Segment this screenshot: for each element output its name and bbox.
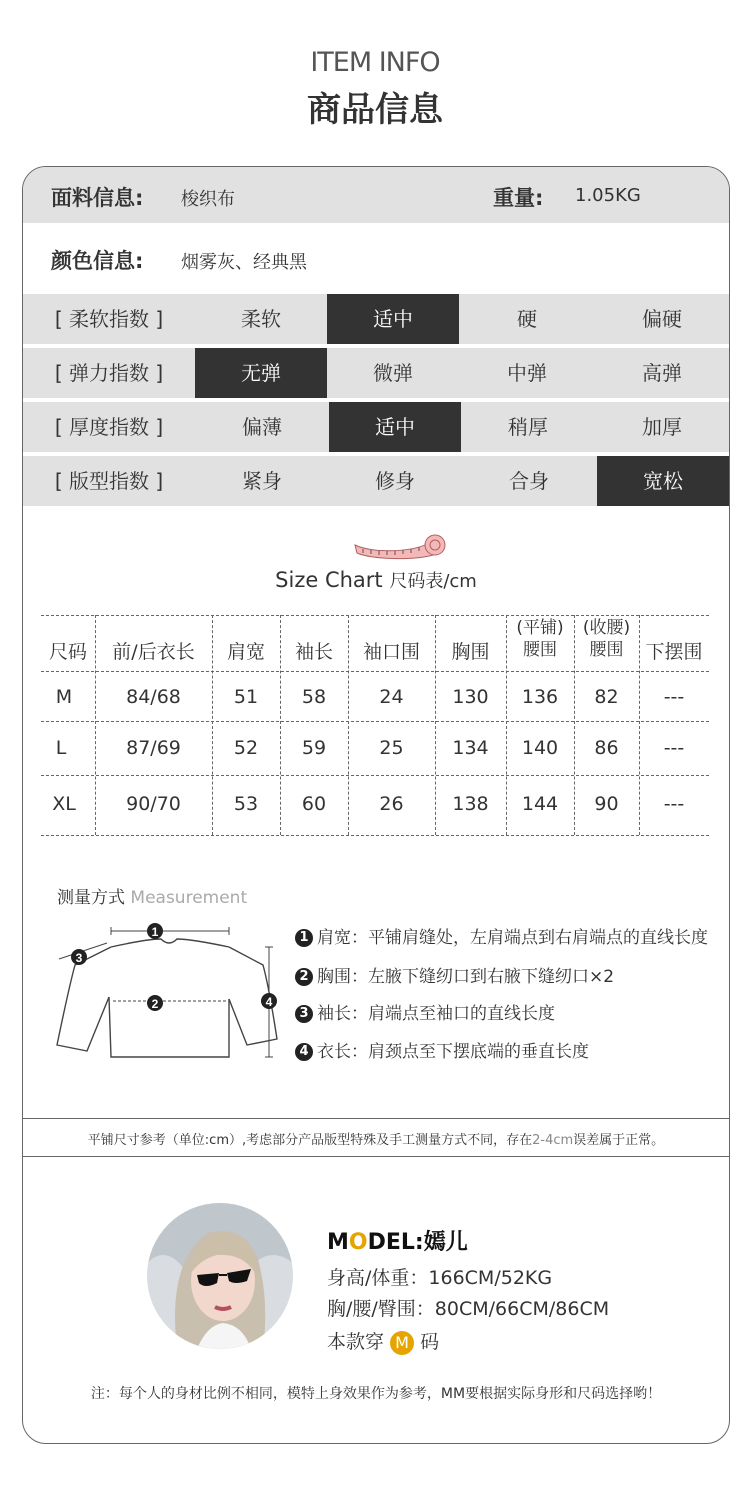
table-cell: 144: [521, 793, 559, 815]
index-option-selected: 适中: [327, 294, 459, 344]
table-cell: ---: [663, 737, 685, 759]
table-cell: L: [55, 737, 67, 759]
header-title-en: ITEM INFO: [310, 47, 440, 78]
item-info-card: [22, 166, 730, 1444]
table-header: 袖口围: [362, 641, 420, 663]
table-cell: 90/70: [126, 793, 181, 815]
table-header: (收腰) 腰围: [582, 618, 631, 660]
index-name: [ 柔软指数 ]: [54, 307, 164, 331]
index-option-selected: 适中: [329, 402, 461, 452]
number-2-icon: 2: [295, 968, 313, 986]
index-option: 稍厚: [508, 415, 548, 439]
table-header: 肩宽: [226, 641, 265, 663]
index-name: [ 版型指数 ]: [54, 469, 164, 493]
table-cell: ---: [663, 793, 685, 815]
table-cell: XL: [52, 793, 76, 815]
index-option: 偏硬: [642, 307, 682, 331]
garment-diagram: [47, 917, 287, 1067]
table-header: 胸围: [451, 641, 490, 663]
index-option: 加厚: [642, 415, 682, 439]
fabric-row: [23, 167, 729, 223]
measurement-notice: 平铺尺寸参考（单位:cm）,考虑部分产品版型特殊及手工测量方式不同，存在2-4cm误差属于正常。: [87, 1133, 665, 1148]
table-cell: 52: [233, 737, 259, 759]
table-cell: 138: [452, 793, 489, 815]
footer-note: 注：每个人的身材比例不相同，模特上身效果作为参考，MM要根据实际身形和尺码选择哟！: [90, 1386, 662, 1402]
measurement-item-length: 4 衣长：肩颈点至下摆底端的垂直长度: [295, 1037, 589, 1062]
size-chart-title-en: Size Chart: [275, 568, 383, 592]
diagram-number-4: [261, 993, 277, 1009]
table-cell: 86: [594, 737, 619, 759]
table-header: 前/后衣长: [112, 641, 195, 663]
index-option: 硬: [517, 307, 537, 331]
table-cell: ---: [663, 686, 685, 708]
number-4-icon: 4: [295, 1043, 313, 1061]
index-option-selected: 无弹: [195, 348, 327, 398]
svg-text:1: 1: [151, 925, 159, 939]
index-option: 微弹: [373, 361, 413, 385]
color-label: 颜色信息:: [51, 249, 144, 273]
measurement-title-en: Measurement: [130, 888, 248, 908]
svg-text:4: 4: [265, 995, 273, 1009]
index-row-elasticity: [23, 348, 729, 398]
measurement-title: [57, 883, 247, 908]
index-option: 修身: [375, 469, 415, 493]
index-row-softness: [23, 294, 729, 344]
table-header: 袖长: [294, 641, 333, 663]
fabric-label: 面料信息:: [51, 186, 144, 210]
table-cell: 90: [594, 793, 619, 815]
model-height-weight: 身高/体重：166CM/52KG: [327, 1267, 553, 1289]
number-3-icon: 3: [295, 1005, 313, 1023]
table-cell: 136: [521, 686, 559, 708]
fabric-value: 梭织布: [181, 189, 235, 210]
size-badge: M: [390, 1331, 414, 1355]
table-cell: 58: [301, 686, 327, 708]
color-row: [23, 225, 729, 293]
table-cell: 130: [452, 686, 489, 708]
size-chart-title: [23, 567, 729, 593]
index-option: 偏薄: [242, 415, 282, 439]
svg-text:2: 2: [151, 997, 159, 1011]
weight-label: 重量:: [493, 186, 544, 210]
divider: [23, 1156, 729, 1157]
model-name: MODEL:嫣儿: [327, 1230, 468, 1255]
index-option: 柔软: [241, 307, 281, 331]
index-option: 紧身: [242, 469, 282, 493]
index-row-fit: [23, 456, 729, 506]
table-cell: 140: [521, 737, 559, 759]
svg-text:3: 3: [75, 951, 83, 965]
size-chart-title-cn: 尺码表/cm: [389, 571, 477, 592]
table-cell: 87/69: [126, 737, 181, 759]
index-option-selected: 宽松: [597, 456, 729, 506]
diagram-number-3: [71, 949, 87, 965]
index-option: 中弹: [507, 361, 547, 385]
tape-measure-icon: [351, 533, 447, 561]
header-title-cn: 商品信息: [307, 90, 443, 130]
measurement-item-chest: 2 胸围：左腋下缝纫口到右腋下缝纫口×2: [295, 962, 614, 987]
table-header: 尺码: [48, 641, 87, 663]
diagram-number-1: [147, 923, 163, 939]
measurement-item-shoulder: 1 肩宽：平铺肩缝处，左肩端点到右肩端点的直线长度: [295, 923, 708, 948]
measurement-item-sleeve: 3 袖长：肩端点至袖口的直线长度: [295, 999, 555, 1024]
table-cell: 134: [452, 737, 489, 759]
table-header: (平铺) 腰围: [516, 618, 564, 660]
table-cell: 59: [301, 737, 327, 759]
number-1-icon: 1: [295, 929, 313, 947]
table-cell: 84/68: [126, 686, 181, 708]
table-cell: 24: [379, 686, 404, 708]
table-cell: M: [55, 686, 73, 708]
measurement-title-cn: 测量方式: [57, 888, 125, 908]
table-cell: 82: [594, 686, 619, 708]
weight-value: 1.05KG: [575, 185, 641, 206]
model-size-worn: 本款穿 M 码: [327, 1331, 440, 1353]
table-cell: 53: [233, 793, 259, 815]
table-cell: 25: [379, 737, 404, 759]
table-cell: 26: [379, 793, 404, 815]
table-cell: 60: [301, 793, 327, 815]
table-cell: 51: [233, 686, 259, 708]
diagram-number-2: [147, 995, 163, 1011]
table-header: 下摆围: [645, 641, 703, 663]
index-option: 高弹: [642, 361, 682, 385]
index-option: 合身: [509, 469, 549, 493]
index-name: [ 弹力指数 ]: [54, 361, 164, 385]
index-row-thickness: [23, 402, 729, 452]
divider: [23, 1118, 729, 1119]
model-measurements: 胸/腰/臀围：80CM/66CM/86CM: [327, 1298, 610, 1320]
color-value: 烟雾灰、经典黑: [181, 252, 307, 273]
model-avatar: [147, 1203, 293, 1349]
index-name: [ 厚度指数 ]: [54, 415, 164, 439]
